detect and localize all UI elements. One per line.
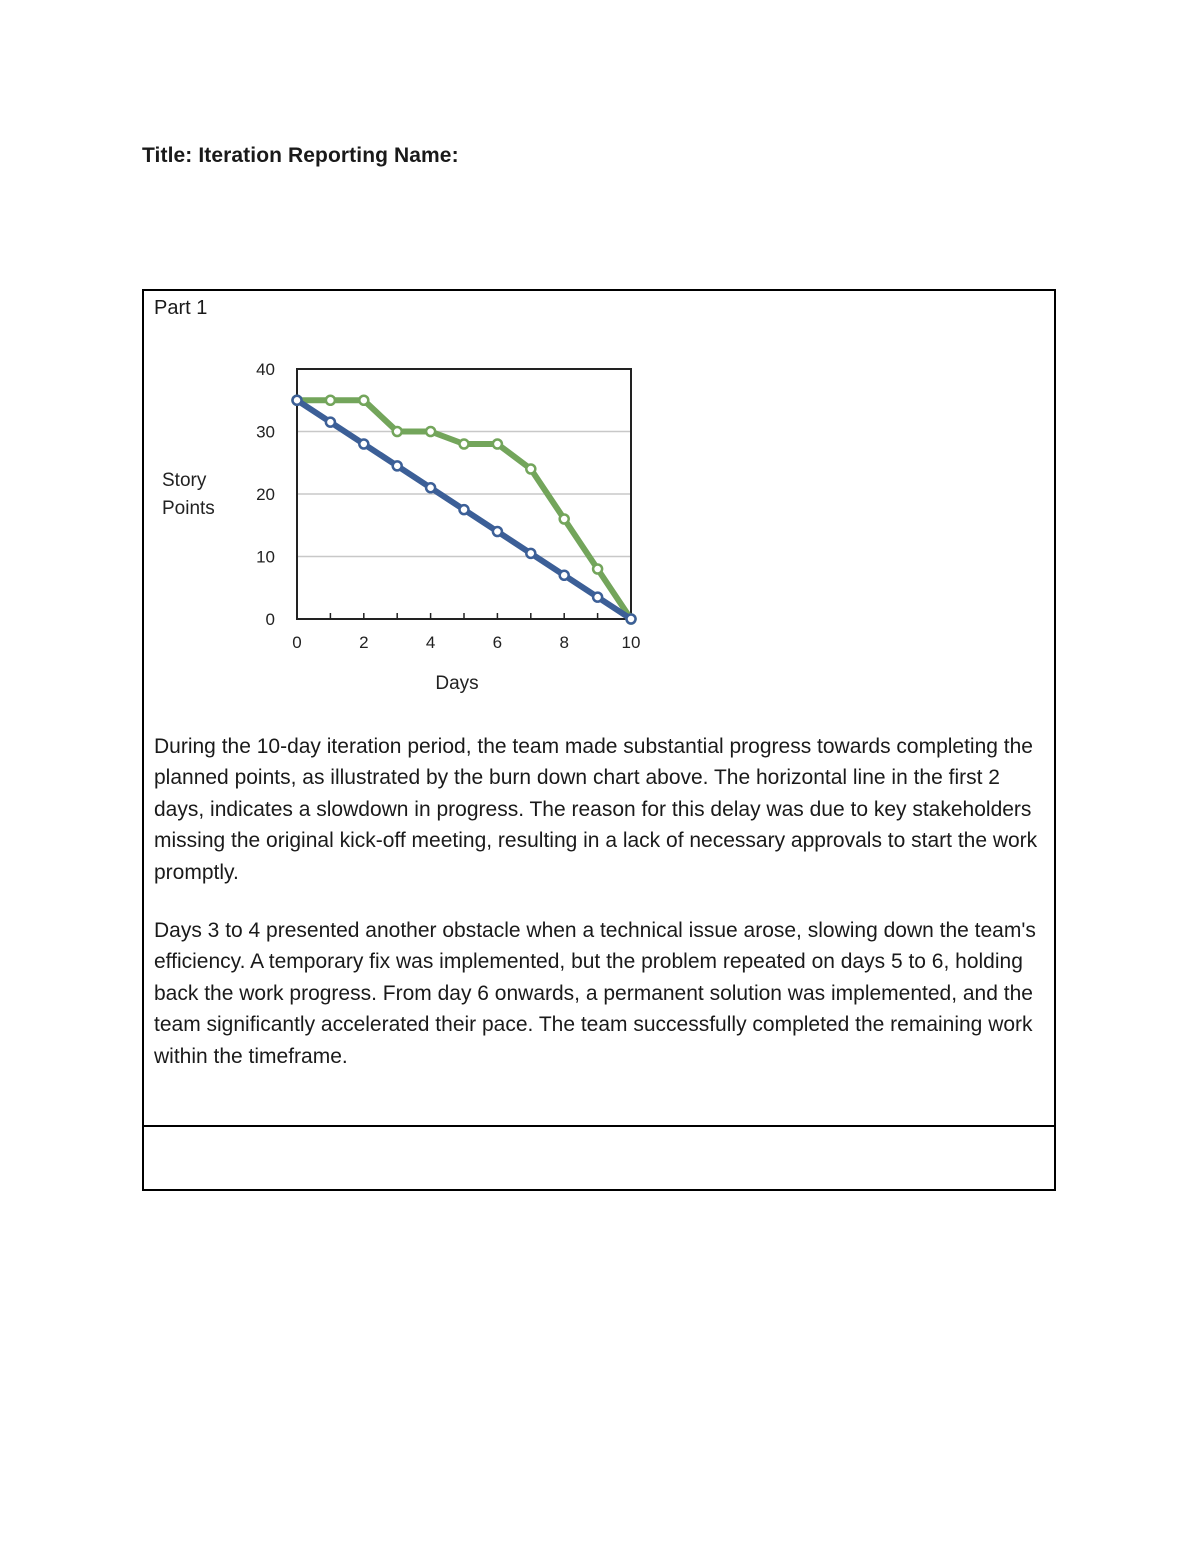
empty-cell bbox=[144, 1127, 1054, 1189]
report-table bbox=[142, 289, 1056, 1191]
burndown-chart bbox=[144, 291, 704, 711]
series-point bbox=[460, 440, 469, 449]
x-tick-label: 4 bbox=[425, 633, 436, 652]
series-point bbox=[359, 440, 368, 449]
part-label: Part 1 bbox=[154, 297, 208, 319]
series-point bbox=[293, 396, 302, 405]
y-tick-label: 10 bbox=[256, 547, 275, 567]
series-point bbox=[627, 615, 636, 624]
y-axis-ticks bbox=[256, 360, 275, 629]
series-point bbox=[526, 549, 535, 558]
part-1-cell bbox=[144, 291, 1054, 1127]
series-point bbox=[426, 427, 435, 436]
x-tick-label: 10 bbox=[621, 633, 641, 652]
series-point bbox=[593, 565, 602, 574]
y-axis-label-line-1: Story bbox=[162, 470, 207, 491]
series-point bbox=[460, 505, 469, 514]
paragraph-1: During the 10-day iteration period, the team made substantial progress towards completing the planned points, as illustrated by the burn down chart above. The horizontal line in the first 2 days, indicates a slowdown in progress. The reason for this delay was due to key stakeholders missing the original kick-off meeting, resulting in a lack of necessary approvals to start the work promptly. bbox=[154, 735, 1038, 884]
chart-grid bbox=[297, 432, 631, 557]
x-tick-label: 8 bbox=[559, 633, 569, 652]
y-axis-label-line-2: Points bbox=[162, 498, 215, 519]
y-tick-label: 0 bbox=[265, 610, 275, 629]
series-point bbox=[359, 396, 368, 405]
x-tick-label: 6 bbox=[492, 633, 503, 652]
series-point bbox=[493, 527, 502, 536]
series-point bbox=[526, 465, 535, 474]
series-point bbox=[560, 515, 569, 524]
x-axis-label: Days bbox=[435, 673, 479, 694]
paragraph-2: Days 3 to 4 presented another obstacle when a technical issue arose, slowing down the team's efficiency. A temporary fix was implemented, but the problem repeated on days 5 to 6, holding back the work progress. From day 6 onwards, a permanent solution was implemented, and the team significantly accelerated their pace. The team successfully completed the remaining work within the timeframe. bbox=[154, 919, 1036, 1068]
chart-series bbox=[293, 396, 636, 624]
series-point bbox=[393, 461, 402, 470]
y-tick-label: 20 bbox=[256, 485, 275, 504]
y-tick-label: 40 bbox=[256, 360, 275, 379]
x-tick-label: 2 bbox=[359, 633, 369, 652]
series-point bbox=[426, 483, 435, 492]
series-point bbox=[326, 418, 335, 427]
series-point bbox=[593, 593, 602, 602]
y-tick-label: 30 bbox=[256, 422, 275, 442]
document-title: Title: Iteration Reporting Name: bbox=[142, 144, 459, 167]
series-point bbox=[393, 427, 402, 436]
series-point bbox=[326, 396, 335, 405]
x-tick-label: 0 bbox=[292, 633, 302, 652]
series-point bbox=[493, 440, 502, 449]
series-point bbox=[560, 571, 569, 580]
